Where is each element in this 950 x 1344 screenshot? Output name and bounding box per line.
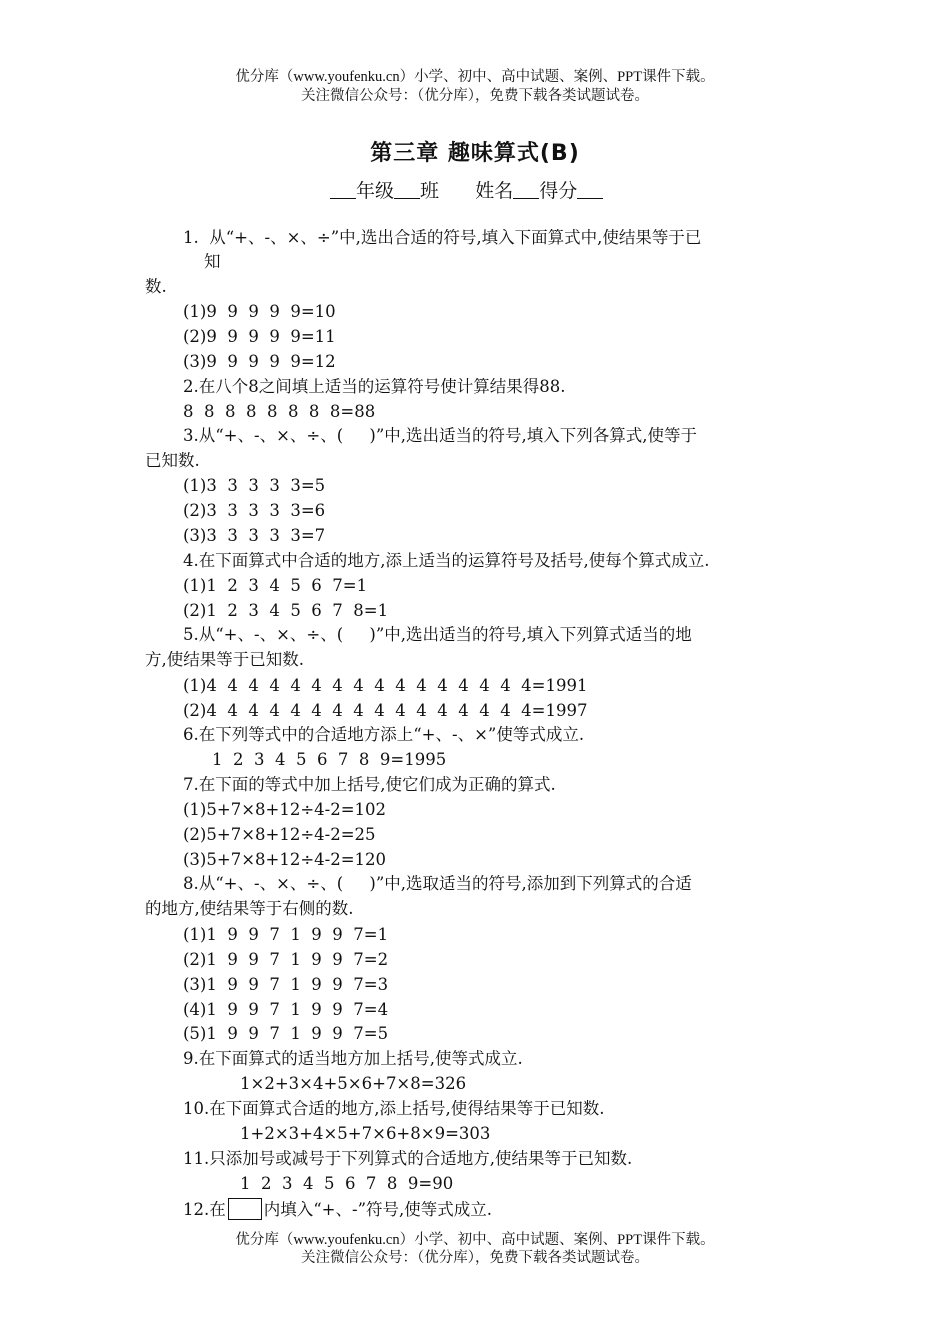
name-label: 姓名 [475,180,514,202]
problem-11-equation: 1 2 3 4 5 6 7 8 9=90 [240,1174,454,1193]
problem-3-item-1: (1)3 3 3 3 3=5 [183,476,326,495]
name-blank[interactable] [513,182,539,199]
problem-8-item-5: (5)1 9 9 7 1 9 9 7=5 [183,1024,389,1043]
problem-7-item-2: (2)5+7×8+12÷4-2=25 [183,825,376,844]
problem-12-suffix: 内填入“+、-”符号,使等式成立. [263,1200,493,1219]
problem-11-text: 11.只添加号或减号于下列算式的合适地方,使结果等于已知数. [183,1149,633,1168]
answer-box[interactable] [228,1198,262,1220]
header-line-1: 优分库（www.youfenku.cn）小学、初中、高中试题、案例、PPT课件下载。 [235,69,715,85]
problem-3-item-3: (3)3 3 3 3 3=7 [183,526,326,545]
problem-8-text-cont: 的地方,使结果等于右侧的数. [145,899,354,918]
problem-3-item-2: (2)3 3 3 3 3=6 [183,501,326,520]
problem-12-text [183,1198,492,1220]
problem-5-text-cont: 方,使结果等于已知数. [145,650,304,669]
problem-7-item-3: (3)5+7×8+12÷4-2=120 [183,850,387,869]
problem-1-text-end: 数. [145,277,167,296]
problem-8-item-3: (3)1 9 9 7 1 9 9 7=3 [183,975,389,994]
problem-1-text-cont: 知 [204,252,221,271]
problem-9-equation: 1×2+3×4+5×6+7×8=326 [240,1074,467,1093]
problem-1-item-2: (2)9 9 9 9 9=11 [183,327,336,346]
problem-4-item-1: (1)1 2 3 4 5 6 7=1 [183,576,368,595]
problem-4-item-2: (2)1 2 3 4 5 6 7 8=1 [183,601,389,620]
problem-7-item-1: (1)5+7×8+12÷4-2=102 [183,800,387,819]
problem-10-text: 10.在下面算式合适的地方,添上括号,使得结果等于已知数. [183,1099,605,1118]
problem-6-text: 6.在下列等式中的合适地方添上“+、-、×”使等式成立. [183,725,585,744]
score-label: 得分 [539,180,578,202]
problem-3-text: 3.从“+、-、×、÷、( )”中,选出适当的符号,填入下列各算式,使等于 [183,426,697,445]
problem-8-text: 8.从“+、-、×、÷、( )”中,选取适当的符号,添加到下列算式的合适 [183,874,692,893]
problem-5-text: 5.从“+、-、×、÷、( )”中,选出适当的符号,填入下列算式适当的地 [183,625,692,644]
problem-8-item-4: (4)1 9 9 7 1 9 9 7=4 [183,1000,389,1019]
footer-line-1: 优分库（www.youfenku.cn）小学、初中、高中试题、案例、PPT课件下载。 [235,1232,715,1248]
problem-8-item-1: (1)1 9 9 7 1 9 9 7=1 [183,925,389,944]
problem-2-text: 2.在八个8之间填上适当的运算符号使计算结果得88. [183,377,566,396]
grade-blank[interactable] [330,182,356,199]
problem-6-equation: 1 2 3 4 5 6 7 8 9=1995 [212,750,447,769]
problem-5-item-1: (1)4 4 4 4 4 4 4 4 4 4 4 4 4 4 4 4=1991 [183,676,588,695]
problem-2-equation: 8 8 8 8 8 8 8 8=88 [183,402,376,421]
problem-7-text: 7.在下面的等式中加上括号,使它们成为正确的算式. [183,775,556,794]
problem-12-prefix: 12.在 [183,1200,226,1219]
header-line-2: 关注微信公众号：（优分库），免费下载各类试题试卷。 [301,88,649,104]
problem-4-text: 4.在下面算式中合适的地方,添上适当的运算符号及括号,使每个算式成立. [183,551,710,570]
problem-5-item-2: (2)4 4 4 4 4 4 4 4 4 4 4 4 4 4 4 4=1997 [183,701,588,720]
problem-9-text: 9.在下面算式的适当地方加上括号,使等式成立. [183,1049,523,1068]
problem-8-item-2: (2)1 9 9 7 1 9 9 7=2 [183,950,389,969]
problem-1-item-1: (1)9 9 9 9 9=10 [183,302,336,321]
class-blank[interactable] [394,182,420,199]
problem-10-equation: 1+2×3+4×5+7×6+8×9=303 [240,1124,491,1143]
problem-3-text-cont: 已知数. [145,451,200,470]
class-label: 班 [420,180,440,202]
score-blank[interactable] [577,182,603,199]
footer-line-2: 关注微信公众号：（优分库），免费下载各类试题试卷。 [301,1250,649,1266]
page-title: 第三章 趣味算式(B) [370,141,580,166]
student-info-row [330,176,603,203]
grade-label: 年级 [356,180,395,202]
problem-1-text: 1. 从“+、-、×、÷”中,选出合适的符号,填入下面算式中,使结果等于已 [183,228,702,247]
problem-1-item-3: (3)9 9 9 9 9=12 [183,352,336,371]
